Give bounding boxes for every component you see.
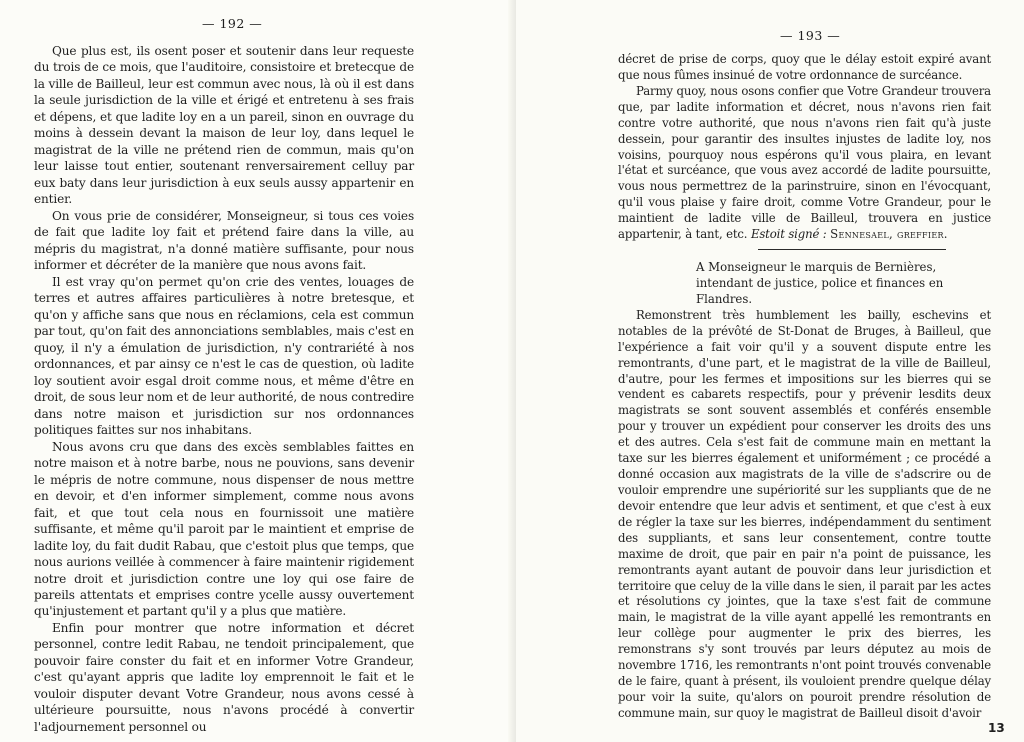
paragraph: On vous prie de considérer, Monseigneur, si tous ces voies de fait que ladite loy fait et prétend faire dans la ville, au mépris du magistrat, n'a donné matière suffisante, pour nous informer et décréter de la manière que nous avons fait. [34,208,414,273]
sheet-number: 13 [988,721,1005,735]
paragraph: Il est vray qu'on permet qu'on crie des ventes, louages de terres et autres affaires particulières à notre bretesque, et qu'on y affiche sans que nous en réclamions, cela est commun par tout, qu'on fait des annonciations semblables, mais c'est en quoy, il n'y a émulation de jurisdiction, n'y contrariété à nos ordonnances, et par ainsy ce n'est le cas de question, où ladite loy soutient avoir esgal droit comme nous, et même d'être en droit, de sous leur nom et de leur authorité, de nous contredire dans notre maison et jurisdiction sur nos ordonnances politiques faittes sur nos inhabitans. [34,274,415,438]
signer: Sennesael, greffier. [830,227,948,242]
paragraph: Remonstrent très humblement les bailly, eschevins et notables de la prévôté de St-Donat de Bruges, à Bailleul, que l'expérience a fait voir qu'il y a souvent dispute entre les remontrants, d'une part, et le magistrat de la ville de Bailleul, d'autre, pour les fermes et impositions sur les bierres qui se vendent es cabarets respectifs, pour y prévenir lesdits deux magistrats se sont souvent assemblés et conférés ensemble pour y trouver un expédient pour conserver les droits des uns et des autres. Cela s'est fait de commune main en mettant la taxe sur les bierres également et uniformément ; ce procédé a donné occasion aux magistrats de la ville de s'adscrire ou de vouloir emprendre une supériorité sur les suppliants que de ne devoir entendre que leur advis et sentiment, et que c'est à eux de régler la taxe sur les bierres, indépendamment du sentiment des suppliants, et sans leur consentement, contre toutte maxime de droit, que pair en pair n'a point de puissance, les remontrants ayant autant de pouvoir dans leur jurisdiction et territoire que celuy de la ville dans le sien, il parait par les actes et résolutions cy jointes, que la taxe s'est fait de commune main, le magistrat de la ville ayant appellé les remontrants en leur collège pour augmenter le prix des bierres, les remonstrans s'y sont trouvés par leurs députez au mois de novembre 1716, les remontrants n'ont point trouvés convenable de le faire, quant à présent, ils vouloient prendre quelque délay pour voir la suite, qu'alors on pouroit prendre résolution de commune main, sur quoy le magistrat de Bailleul disoit d'avoir [618,307,991,720]
left-page-text [34,43,414,735]
paragraph-continued: décret de prise de corps, quoy que le délay estoit expiré avant que nous fûmes insinué de votre ordonnance de surcéance. [618,52,991,82]
page-number-right: — 193 — [780,28,841,43]
signed-label: Estoit signé : [750,227,827,242]
paragraph: Enfin pour montrer que notre information et décret personnel, contre ledit Rabau, ne tendoit principalement, que pouvoir faire conster du fait et en informer Votre Grandeur, c'est qu'ayant appris que ladite loy emprennoit le fait et le vouloir disputer devant Votre Grandeur, nous avons cessé à ultérieure poursuitte, nous n'avons procédé à convertir l'adjournement personnel ou [34,620,414,734]
right-page-text [618,52,991,722]
paragraph-body: Parmy quoy, nous osons confier que Votre Grandeur trouvera que, par ladite information et décret, nous n'avons rien fait contre votre authorité, que nous n'avons rien fait qu'à juste dessein, pour garantir des insultes injustes de ladite loy, nos voisins, pourquoy nous espérons qu'il vous plaira, en levant l'état et surcéance, que vous avez accordé de ladite poursuitte, vous nous permettrez de la parinstruire, sinon en l'évocquant, qu'il vous plaise y faire droit, comme Votre Grandeur, pour le maintient de ladite ville de Bailleul, trouvera en justice appartenir, à tant, etc. [618,83,991,242]
paragraph: Que plus est, ils osent poser et soutenir dans leur requeste du trois de ce mois, que l'auditoire, consistoire et bretecque de la ville de Bailleul, leur est commun avec nous, là où il est dans la seule jurisdiction de la ville et érigé et entretenu à ses frais et dépens, et que ladite loy en a un pareil, sinon en ouvrage du moins à dessein devant la maison de leur loy, dans lequel le magistrat de la ville ne prétend rien de commun, mais qu'on leur laisse tout entier, soutenant renversairement celluy par eux baty dans leur jurisdiction à eux seuls aussy appartenir en entier. [34,44,414,207]
right-page [516,0,1024,742]
paragraph: Nous avons cru que dans des excès semblables faittes en notre maison et à notre barbe, nous ne pouvions, sans devenir le mépris de notre commune, nous dispenser de nous mettre en devoir, et d'en informer simplement, comme nous avons fait, et que tout cela nous en fournissoit une matière suffisante, et même qu'il paroit par le maintient et emprise de ladite loy, du fait dudit Rabau, que c'estoit plus que temps, que nous aurions veillée à commencer à faire maintenir rigidement notre droit et jurisdiction contre une loy qui ose faire de pareils attentats et emprises contre ycelle aussy ouvertement qu'injustement et partant qu'il y a plus que matière. [34,439,414,619]
page-number-left: — 192 — [202,16,263,31]
section-divider [758,249,946,250]
letter-address: A Monseigneur le marquis de Bernières, intendant de justice, police et finances en Flandres. [696,260,944,306]
paragraph [618,84,991,243]
